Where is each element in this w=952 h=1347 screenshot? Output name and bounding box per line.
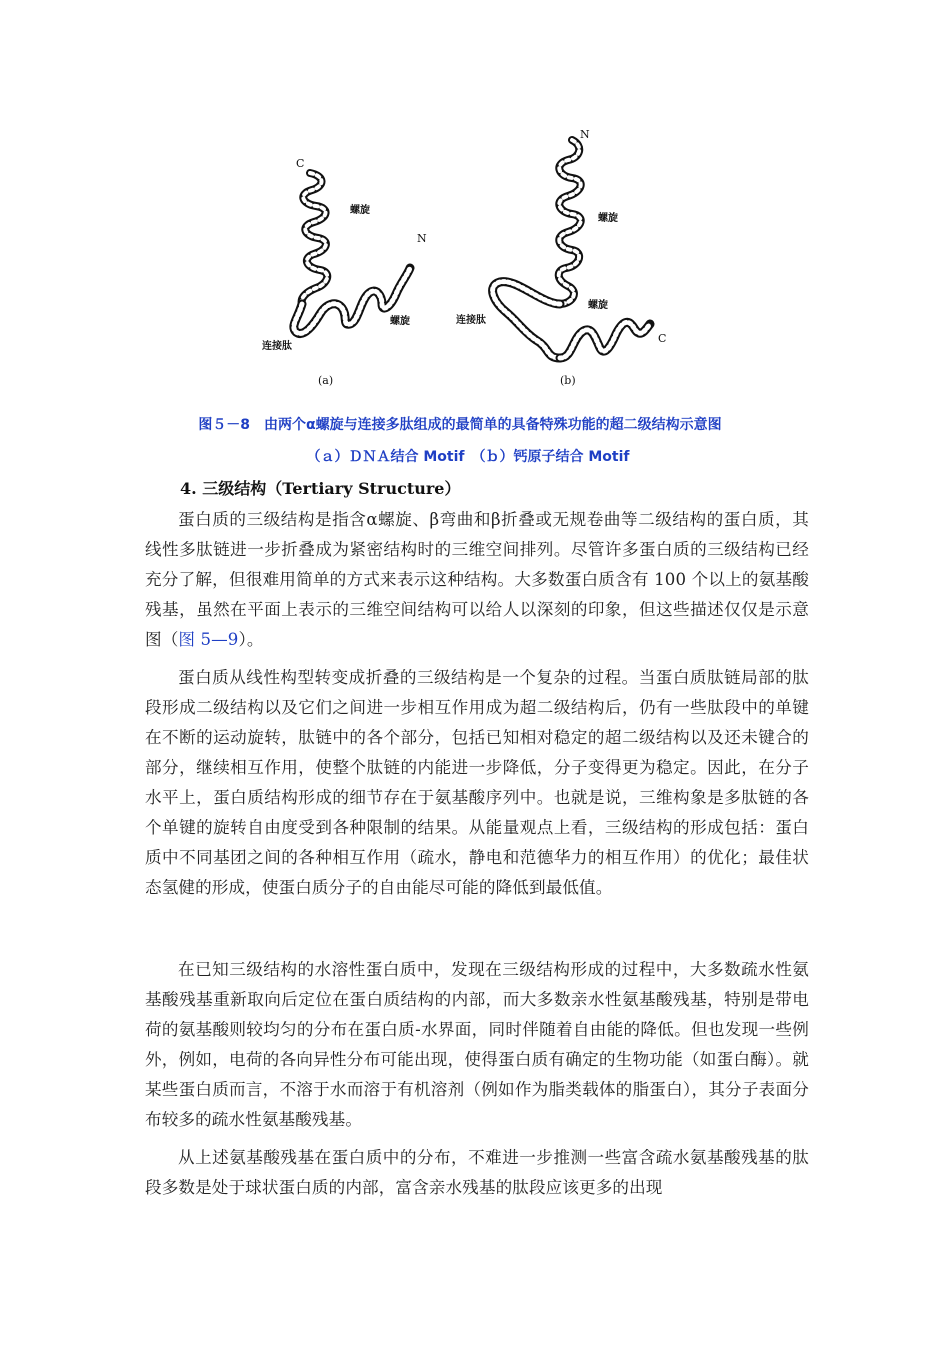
panel-a-helix2-label: 螺旋 [390,316,410,327]
panel-a-c-label: C [296,157,305,170]
panel-b-helix2-label: 螺旋 [588,300,608,311]
panel-b-c-label: C [658,332,667,345]
section-heading: 4. 三级结构（Tertiary Structure） [180,479,461,498]
panel-b-n-label: N [580,128,590,141]
paragraph-3: 在已知三级结构的水溶性蛋白质中，发现在三级结构形成的过程中，大多数疏水性氨基酸残基重新取向后定位在蛋白质结构的内部，而大多数亲水性氨基酸残基，特别是带电荷的氨基酸则较均匀的分布在蛋白质-水界面，同时伴随着自由能的降低。但也发现一些例外，例如，电荷的各向异性分布可能出现，使得蛋白质有确定的生物功能（如蛋白酶）。就某些蛋白质而言，不溶于水而溶于有机溶剂（例如作为脂类载体的脂蛋白），其分子表面分布较多的疏水性氨基酸残基。 [145,960,809,1129]
panel-b-linker-label: 连接肽 [456,315,486,326]
panel-b-ribbon [493,140,650,358]
panel-a-n-label: N [417,232,427,245]
figure-reference-link[interactable]: 图 5—9 [178,630,239,649]
paragraph-1-end: ）。 [238,630,264,649]
panel-b-helix1-label: 螺旋 [598,213,618,224]
figure-caption-line2: （ａ）ＤＮＡ结合 Motif （ｂ）钙原子结合 Motif [306,449,630,465]
paragraph-2: 蛋白质从线性构型转变成折叠的三级结构是一个复杂的过程。当蛋白质肽链局部的肽段形成二级结构以及它们之间进一步相互作用成为超二级结构后，仍有一些肽段中的单键在不断的运动旋转，肽链中的各个部分，包括已知相对稳定的超二级结构以及还未键合的部分，继续相互作用，使整个肽链的内能进一步降低，分子变得更为稳定。因此，在分子水平上，蛋白质结构形成的细节存在于氨基酸序列中。也就是说，三维构象是多肽链的各个单键的旋转自由度受到各种限制的结果。从能量观点上看，三级结构的形成包括：蛋白质中不同基团之间的各种相互作用（疏水，静电和范德华力的相互作用）的优化；最佳状态氢健的形成，使蛋白质分子的自由能尽可能的降低到最低值。 [145,668,809,897]
panel-a-ribbon [294,173,410,333]
panel-a-linker-label: 连接肽 [262,341,292,352]
paragraph-4: 从上述氨基酸残基在蛋白质中的分布，不难进一步推测一些富含疏水氨基酸残基的肽段多数是处于球状蛋白质的内部，富含亲水残基的肽段应该更多的出现 [145,1148,809,1197]
protein-motif-diagram [250,118,690,400]
paragraph-1-text: 蛋白质的三级结构是指含α螺旋、β弯曲和β折叠或无规卷曲等二级结构的蛋白质，其线性多肽链进一步折叠成为紧密结构时的三维空间排列。尽管许多蛋白质的三级结构已经充分了解，但很难用简单的方式来表示这种结构。大多数蛋白质含有 100 个以上的氨基酸残基，虽然在平面上表示的三维空间结构可以给人以深刻的印象，但这些描述仅仅是示意图（ [145,510,809,649]
paragraph-1 [145,505,809,655]
panel-b-label: (b) [560,374,576,387]
figure-caption-line1: 图５－8 由两个α螺旋与连接多肽组成的最简单的具备特殊功能的超二级结构示意图 [198,417,722,433]
figure-5-8 [250,118,690,400]
panel-a-label: (a) [318,374,334,387]
panel-a-helix1-label: 螺旋 [350,205,370,216]
